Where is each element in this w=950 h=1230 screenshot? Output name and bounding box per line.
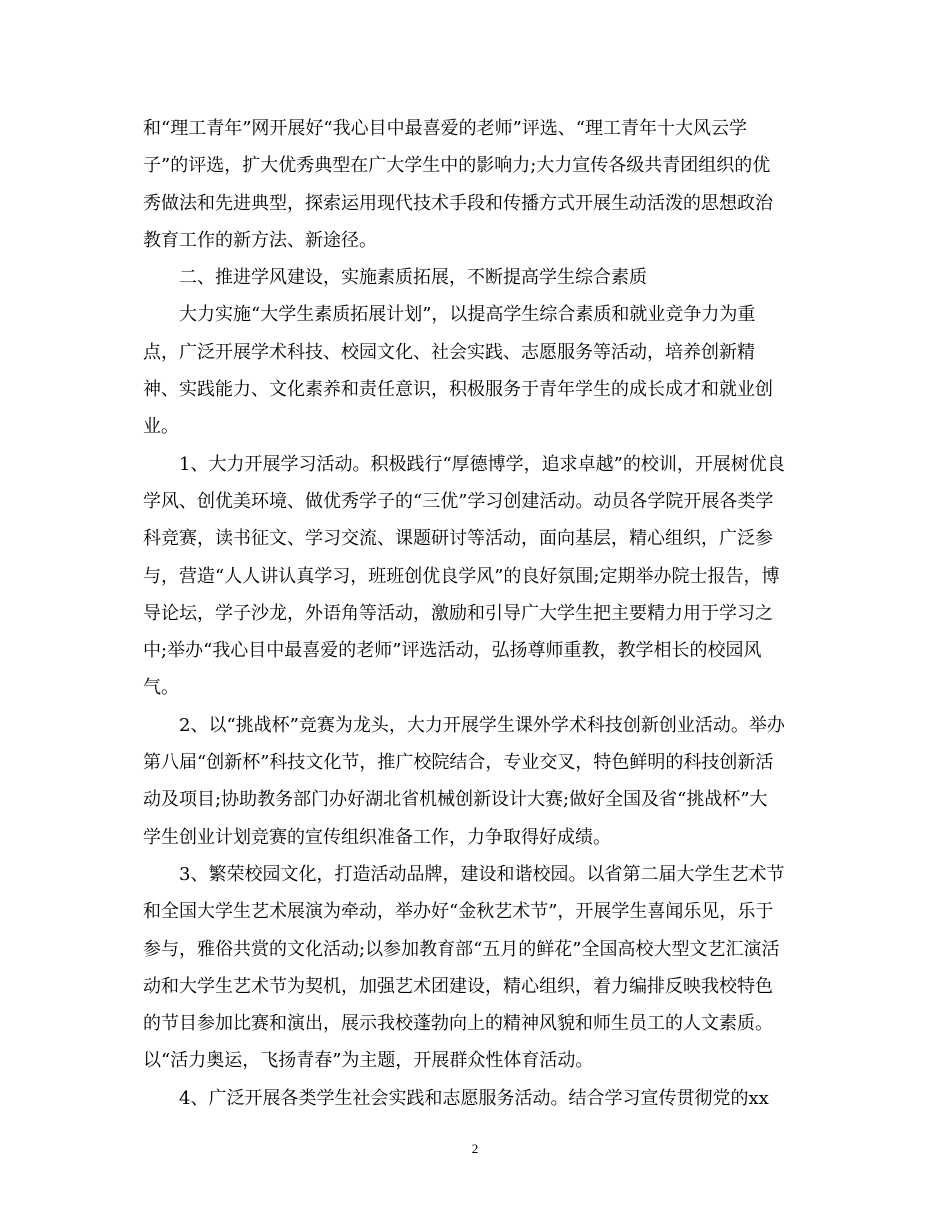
text-line: 学风、创优美环境、做优秀学子的“三优”学习创建活动。动员各学院开展各类学 (143, 490, 774, 512)
text-line: 科竞赛，读书征文、学习交流、课题研讨等活动，面向基层，精心组织，广泛参 (143, 528, 773, 550)
para-quality-plan (143, 296, 803, 445)
text-line: 动及项目;协助教务部门办好湖北省机械创新设计大赛;做好全国及省“挑战杯”大 (143, 789, 768, 811)
para-item-1 (143, 446, 803, 707)
para-item-2 (143, 707, 803, 856)
para-item-3 (143, 856, 803, 1080)
para-continued-opening (143, 110, 803, 259)
section-heading-text: 二、推进学风建设，实施素质拓展，不断提高学生综合素质 (179, 267, 647, 289)
text-line: 子”的评选，扩大优秀典型在广大学生中的影响力;大力宣传各级共青团组织的优 (143, 155, 771, 177)
text-line: 秀做法和先进典型，探索运用现代技术手段和传播方式开展生动活泼的思想政治 (143, 192, 773, 214)
text-line: 神、实践能力、文化素养和责任意识，积极服务于青年学生的成长成才和就业创 (143, 379, 773, 401)
text-line: 1、大力开展学习活动。积极践行“厚德博学，追求卓越”的校训，开展树优良 (179, 453, 785, 475)
text-line: 第八届“创新杯”科技文化节，推广校院结合，专业交叉，特色鲜明的科技创新活 (143, 752, 774, 774)
text-line: 的节目参加比赛和演出，展示我校蓬勃向上的精神风貌和师生员工的人文素质。 (143, 1013, 773, 1035)
para-item-4 (143, 1080, 803, 1117)
text-line: 以“活力奥运，飞扬青春”为主题，开展群众性体育活动。 (143, 1050, 594, 1072)
text-line: 3、繁荣校园文化，打造活动品牌，建设和谐校园。以省第二届大学生艺术节 (179, 863, 785, 885)
text-line: 和“理工青年”网开展好“我心目中最喜爱的老师”评选、“理工青年十大风云学 (143, 118, 748, 139)
text-line: 教育工作的新方法、新途径。 (143, 229, 377, 251)
text-line: 点，广泛开展学术科技、校园文化、社会实践、志愿服务等活动，培养创新精 (143, 341, 755, 363)
text-line: 学生创业计划竞赛的宣传组织准备工作，力争取得好成绩。 (143, 826, 611, 848)
text-line: 与，营造“人人讲认真学习，班班创优良学风”的良好氛围;定期举办院士报告，博 (143, 565, 780, 587)
text-line: 2、以“挑战杯”竞赛为龙头，大力开展学生课外学术科技创新创业活动。举办 (179, 714, 785, 736)
text-line: 导论坛，学子沙龙，外语角等活动，激励和引导广大学生把主要精力用于学习之 (143, 602, 773, 624)
text-line: 大力实施“大学生素质拓展计划”，以提高学生综合素质和就业竞争力为重 (179, 304, 756, 326)
page-number: 2 (471, 1141, 479, 1156)
document-body (143, 110, 803, 1117)
text-line: 动和大学生艺术节为契机，加强艺术团建设，精心组织，着力编排反映我校特色 (143, 975, 773, 997)
text-line: 气。 (143, 677, 179, 699)
section-heading-2 (143, 259, 803, 296)
text-line: 参与，雅俗共赏的文化活动;以参加教育部“五月的鲜花”全国高校大型文艺汇演活 (143, 938, 780, 960)
text-line: 业。 (143, 416, 179, 438)
text-line: 4、广泛开展各类学生社会实践和志愿服务活动。结合学习宣传贯彻党的xx (179, 1087, 769, 1109)
text-line: 中;举办“我心目中最喜爱的老师”评选活动，弘扬尊师重教，教学相长的校园风 (143, 640, 762, 662)
text-line: 和全国大学生艺术展演为牵动，举办好“金秋艺术节”，开展学生喜闻乐见，乐于 (143, 901, 774, 923)
